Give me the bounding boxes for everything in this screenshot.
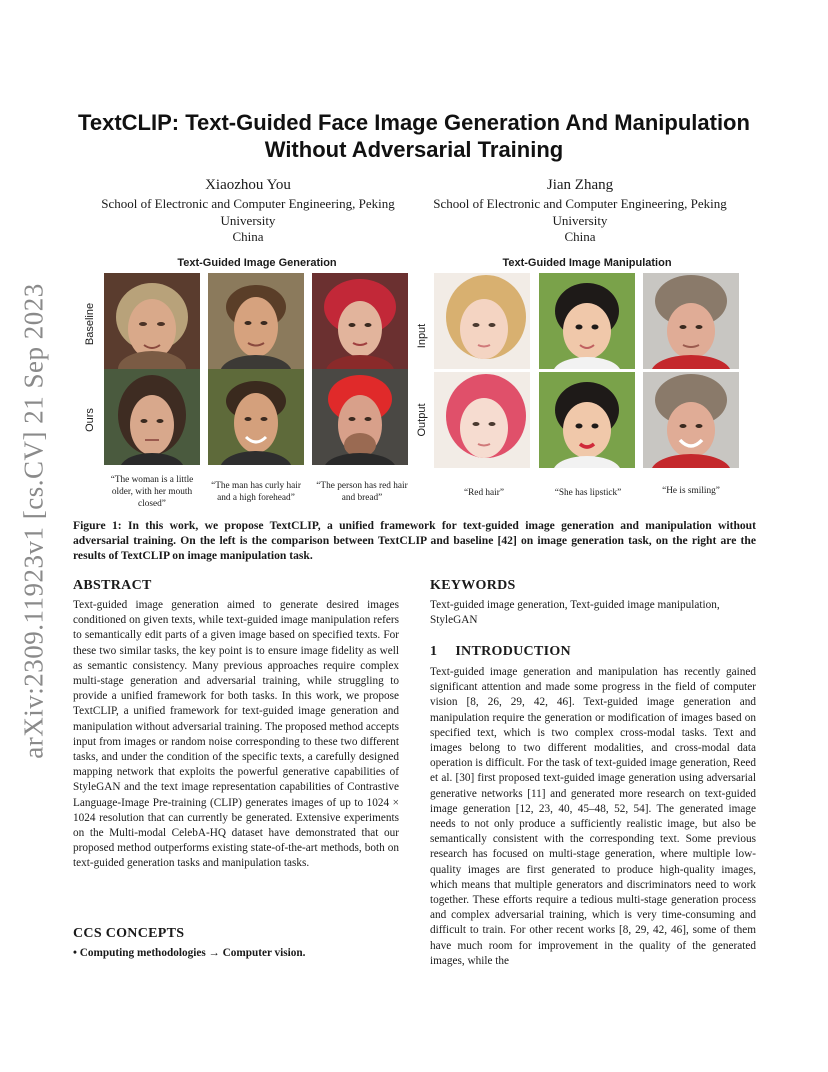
row-label-baseline: Baseline xyxy=(84,302,96,346)
section-number: 1 xyxy=(430,644,438,659)
face-image-output-3 xyxy=(643,372,739,468)
author-country: China xyxy=(232,229,264,244)
face-image-baseline-1 xyxy=(104,273,200,369)
face-image-ours-2 xyxy=(208,369,304,465)
paper-title: TextCLIP: Text-Guided Face Image Generation And Manipulation Without Adversarial Training xyxy=(78,110,750,162)
image-caption: “The woman is a little older, with her mouth closed” xyxy=(110,475,194,509)
face-image-ours-1 xyxy=(104,369,200,465)
figure-right-title: Text-Guided Image Manipulation xyxy=(502,257,672,269)
face-image-output-2 xyxy=(539,372,635,468)
face-image-input-3 xyxy=(643,273,739,369)
ccs-text: • Computing methodologies → Computer vision. xyxy=(73,947,306,959)
figure-left-title: Text-Guided Image Generation xyxy=(177,257,337,269)
image-caption: “The person has red hair and bread” xyxy=(316,481,408,503)
face-image-baseline-3 xyxy=(312,273,408,369)
image-caption: “He is smiling” xyxy=(662,486,720,496)
keywords-text: Text-guided image generation, Text-guided image manipulation, StyleGAN xyxy=(430,599,720,627)
face-image-ours-3 xyxy=(312,369,408,465)
face-image-input-1 xyxy=(434,273,530,369)
image-caption: “She has lipstick” xyxy=(554,488,622,498)
author-block-2 xyxy=(420,176,740,246)
intro-heading xyxy=(430,644,571,660)
arxiv-stamp-text: arXiv:2309.11923v1 [cs.CV] 21 Sep 2023 xyxy=(18,283,49,759)
author-block-1 xyxy=(88,176,408,246)
intro-text: Text-guided image generation and manipulation has recently gained significant attention and made some progress in the field of computer vision [8, 26, 29, 42, 46]. Text-guided image generation and manipulation require the generation or modification of images based on specified text, which is two complex cross-modal tasks. Text and images belong to two different modalities, and cross-modal data operation is difficult. For the task of text-guided image generation, Reed et al. [30] first proposed text-guided image generation using adversarial generative networks [11] and generated more research on text-guided image generation [12, 23, 40, 45–48, 52, 54]. The generated image needs to not only produce a sufficiently realistic image, but also be semantically consistent with the corresponding text. Some previous research has focused on multi-stage generation, where multiple low-quality images are first generated to produce high-quality images, which means that multiple generators and discriminators need to work together. These efforts require a tedious multi-stage generation process and complex adversarial training, which is very time-consuming and difficult to train. For other recent works [8, 29, 42, 46], some of them have much room for improvement in the quality of the generated images, while the xyxy=(430,666,756,967)
row-label-output: Output xyxy=(416,403,428,437)
row-label-input: Input xyxy=(416,323,428,349)
author-name: Jian Zhang xyxy=(546,177,614,193)
arxiv-stamp xyxy=(9,0,59,1072)
face-image-baseline-2 xyxy=(208,273,304,369)
abstract-text: Text-guided image generation aimed to generate desired images conditioned on given texts, while text-guided image manipulation refers to semantically edit parts of a given image based on specified texts. For these two similar tasks, the key point is to ensure image fidelity as well as semantic consistency. Many previous approaches require complex multi-stage generation and adversarial training, while struggling to provide a unified framework for both tasks. In this work, we propose TextCLIP, a unified framework for text-guided image generation and manipulation without adversarial training. The proposed method accepts input from images or random noise corresponding to these two different tasks, and under the condition of the specific texts, a carefully designed mapping network that exploits the powerful generative capabilities of StyleGAN and the text image representation capabilities of Contrastive Language-Image Pre-training (CLIP) generates images of up to 1024 × 1024 resolution that can currently be generated. Extensive experiments on the Multi-modal CelebA-HQ dataset have demonstrated that our proposed method outperforms existing state-of-the-art methods, both on text-guided generation tasks and manipulation tasks. xyxy=(73,599,399,870)
image-caption: “The man has curly hair and a high forehead” xyxy=(211,481,301,503)
figure-caption: Figure 1: In this work, we propose TextCLIP, a unified framework for text-guided image generation and manipulation without adversarial training. On the left is the comparison between TextCLIP and baseline [42] on image generation task, on the right are the results of TextCLIP on image manipulation task. xyxy=(73,519,756,563)
author-affiliation: School of Electronic and Computer Engineering, Peking University xyxy=(433,196,727,228)
ccs-heading: CCS CONCEPTS xyxy=(73,926,185,941)
author-affiliation: School of Electronic and Computer Engineering, Peking University xyxy=(101,196,395,228)
face-image-input-2 xyxy=(539,273,635,369)
section-title: INTRODUCTION xyxy=(455,644,571,659)
author-name: Xiaozhou You xyxy=(205,177,291,193)
face-image-output-1 xyxy=(434,372,530,468)
author-country: China xyxy=(564,229,596,244)
row-label-ours: Ours xyxy=(84,408,96,432)
image-caption: “Red hair” xyxy=(463,488,504,498)
abstract-heading: ABSTRACT xyxy=(73,578,152,593)
keywords-heading: KEYWORDS xyxy=(430,578,516,593)
